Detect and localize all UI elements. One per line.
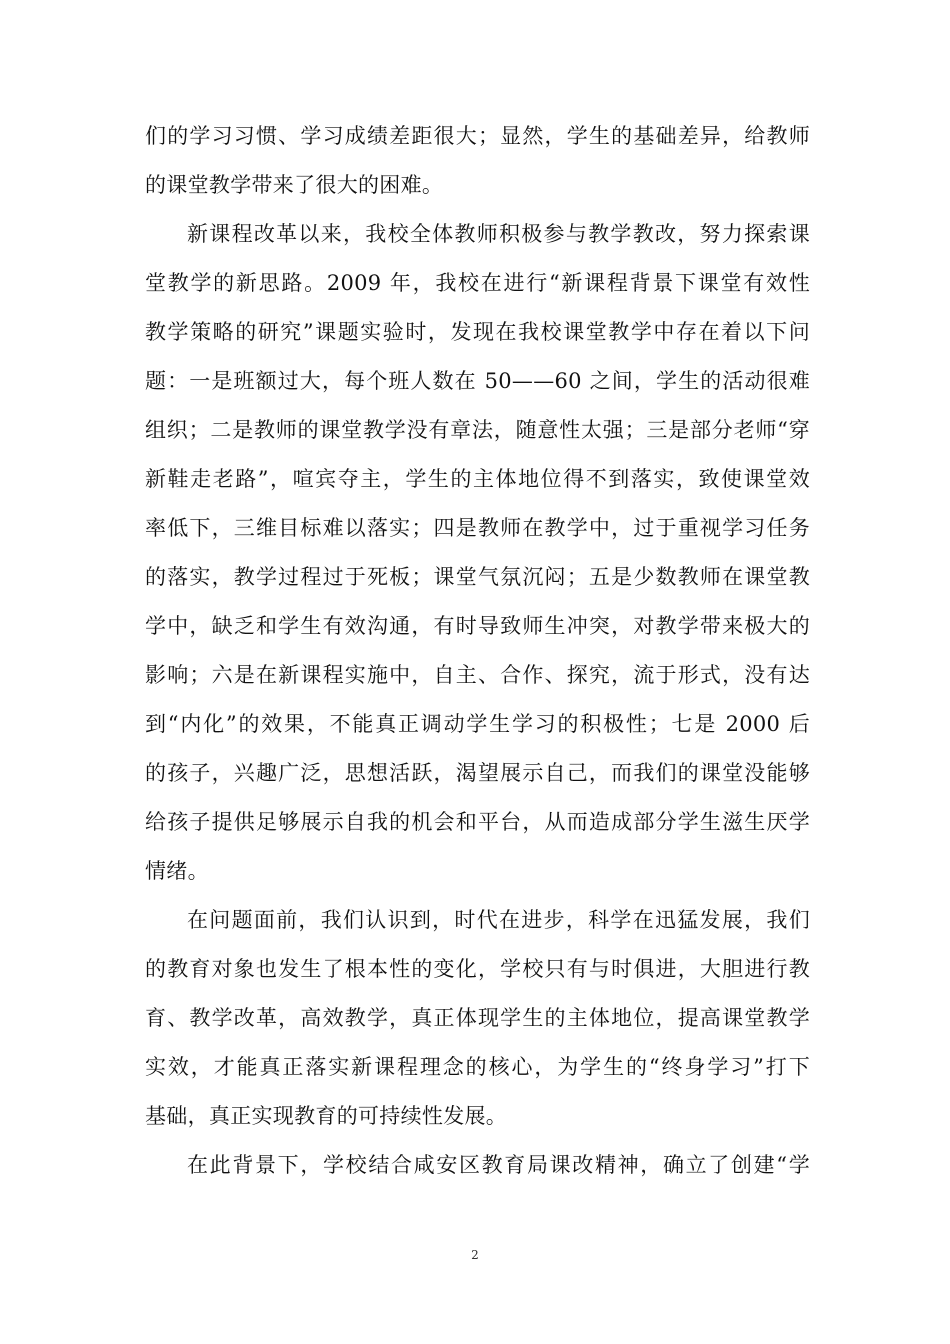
text-line: 基础，真正实现教育的可持续性发展。	[145, 1104, 508, 1128]
body-text	[145, 112, 810, 1190]
text-line: 在此背景下，学校结合咸安区教育局课改精神，确立了创建“学	[187, 1153, 810, 1177]
text-line: 的教育对象也发生了根本性的变化，学校只有与时俱进，大胆进行教	[145, 957, 810, 981]
text-line: 实效，才能真正落实新课程理念的核心，为学生的“终身学习”打下	[145, 1055, 810, 1079]
text-line: 率低下，三维目标难以落实；四是教师在教学中，过于重视学习任务	[145, 516, 810, 540]
text-line: 的孩子，兴趣广泛，思想活跃，渴望展示自己，而我们的课堂没能够	[145, 761, 810, 785]
paragraph	[145, 112, 810, 210]
text-line: 的课堂教学带来了很大的困难。	[145, 173, 444, 197]
text-line: 新鞋走老路”，喧宾夺主，学生的主体地位得不到落实，致使课堂效	[145, 467, 810, 491]
text-line: 新课程改革以来，我校全体教师积极参与教学教改，努力探索课	[187, 222, 810, 246]
text-line: 给孩子提供足够展示自我的机会和平台，从而造成部分学生滋生厌学	[145, 810, 810, 834]
text-line: 学中，缺乏和学生有效沟通，有时导致师生冲突，对教学带来极大的	[145, 614, 810, 638]
paragraph	[145, 896, 810, 1141]
text-line: 的落实，教学过程过于死板；课堂气氛沉闷；五是少数教师在课堂教	[145, 565, 810, 589]
text-line: 情绪。	[145, 859, 209, 883]
text-line: 在问题面前，我们认识到，时代在进步，科学在迅猛发展，我们	[187, 908, 810, 932]
text-line: 组织；二是教师的课堂教学没有章法，随意性太强；三是部分老师“穿	[145, 418, 810, 442]
paragraph	[145, 1141, 810, 1190]
text-line: 育、教学改革，高效教学，真正体现学生的主体地位，提高课堂教学	[145, 1006, 810, 1030]
paragraph	[145, 210, 810, 896]
text-line: 题：一是班额过大，每个班人数在 50——60 之间，学生的活动很难	[145, 369, 810, 393]
text-line: 教学策略的研究”课题实验时，发现在我校课堂教学中存在着以下问	[145, 320, 810, 344]
page-number: 2	[471, 1248, 479, 1262]
text-line: 影响；六是在新课程实施中，自主、合作、探究，流于形式，没有达	[145, 663, 810, 687]
text-line: 到“内化”的效果，不能真正调动学生学习的积极性；七是 2000 后	[145, 712, 810, 736]
text-line: 们的学习习惯、学习成绩差距很大；显然，学生的基础差异，给教师	[145, 124, 810, 148]
text-line: 堂教学的新思路。2009 年，我校在进行“新课程背景下课堂有效性	[145, 271, 810, 295]
